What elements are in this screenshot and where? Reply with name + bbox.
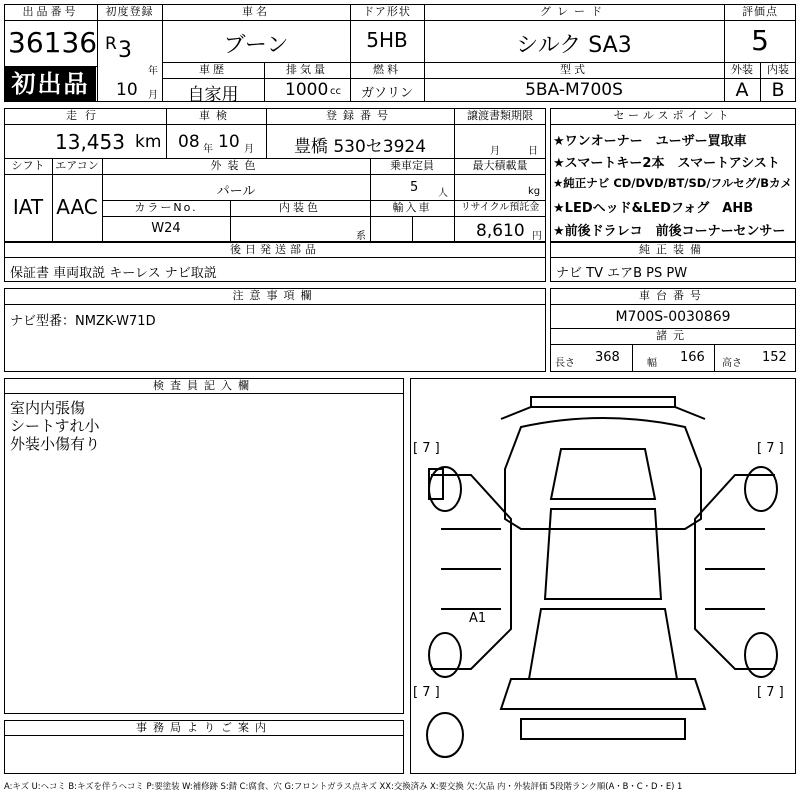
import-label: 輸入車 bbox=[392, 201, 432, 214]
grade-label: グレード bbox=[540, 5, 608, 18]
mark-rear-left: [ 7 ] bbox=[413, 685, 440, 700]
transfer-label: 譲渡書類期限 bbox=[467, 109, 533, 122]
displacement-label: 排気量 bbox=[286, 63, 328, 76]
color-label: 外装色 bbox=[210, 159, 262, 172]
equipment: ナビ TV エアB PS PW bbox=[556, 266, 688, 281]
lot-number: 36136 bbox=[8, 26, 98, 59]
inspection-month: 10 bbox=[218, 132, 240, 152]
capacity: 5 bbox=[410, 180, 419, 195]
mileage-unit: km bbox=[135, 132, 162, 152]
model-label: 車名 bbox=[242, 5, 270, 18]
interior-color-label: 内装色 bbox=[279, 201, 321, 214]
reg-year: 3 bbox=[118, 38, 132, 63]
mark-front-left: [ 7 ] bbox=[413, 441, 440, 456]
grade: シルク SA3 bbox=[516, 33, 632, 58]
color-no-label: カラーNo. bbox=[134, 201, 198, 214]
sales-item: ★前後ドラレコ 前後コーナーセンサー bbox=[553, 224, 786, 239]
month-unit: 月 bbox=[148, 90, 158, 101]
shift: IAT bbox=[12, 195, 44, 219]
fuel: ガソリン bbox=[360, 86, 413, 101]
reg-label: 登録番号 bbox=[326, 109, 394, 122]
damage-mark: A1 bbox=[469, 611, 487, 626]
reg-month: 10 bbox=[116, 80, 138, 100]
first-listing-badge: 初出品 bbox=[5, 67, 96, 101]
damage-diagram bbox=[410, 378, 796, 774]
inspection-year: 08 bbox=[178, 132, 200, 152]
inspector-line: 外装小傷有り bbox=[10, 435, 101, 453]
later-parts: 保証書 車両取説 キーレス ナビ取説 bbox=[10, 266, 217, 281]
history-label: 車歴 bbox=[199, 63, 227, 76]
reg-number: 豊橋 530セ3924 bbox=[293, 137, 427, 157]
height-label: 高さ bbox=[722, 358, 742, 369]
capacity-unit: 人 bbox=[438, 188, 448, 199]
chassis-number: M700S-0030869 bbox=[615, 309, 731, 325]
inspection-year-unit: 年 bbox=[203, 144, 213, 155]
sales-item: ★スマートキー2本 スマートアシスト bbox=[553, 156, 780, 171]
mark-front-right: [ 7 ] bbox=[757, 441, 784, 456]
color-no: W24 bbox=[151, 221, 181, 236]
score-label: 評価点 bbox=[742, 5, 778, 18]
recycle-unit: 円 bbox=[532, 231, 542, 242]
era: R bbox=[105, 34, 117, 54]
sales-label: セールスポイント bbox=[613, 109, 733, 122]
car-diagram-svg bbox=[411, 379, 795, 773]
width: 166 bbox=[680, 350, 705, 365]
model-name: ブーン bbox=[223, 33, 289, 58]
mileage: 13,453 bbox=[55, 130, 125, 154]
transfer-month-unit: 月 bbox=[490, 146, 500, 157]
inspector-line: シートすれ小 bbox=[10, 417, 100, 435]
score: 5 bbox=[751, 24, 769, 57]
notes: ナビ型番：NMZK-W71D bbox=[10, 314, 156, 329]
sales-item: ★LEDヘッド&LEDフォグ AHB bbox=[553, 201, 754, 216]
first-reg-label: 初度登録 bbox=[105, 5, 154, 18]
model-type: 5BA-M700S bbox=[525, 80, 623, 100]
ac-label: エアコン bbox=[55, 159, 99, 172]
door-label: ドア形状 bbox=[363, 5, 411, 18]
type-label: 型式 bbox=[560, 63, 588, 76]
recycle-label: リサイクル預託金 bbox=[460, 202, 540, 213]
notes-label: 注意事項欄 bbox=[232, 289, 318, 302]
specs-label: 諸元 bbox=[656, 329, 690, 342]
inspection-month-unit: 月 bbox=[244, 144, 254, 155]
int-label: 内装 bbox=[767, 63, 789, 76]
ext-label: 外装 bbox=[731, 63, 753, 76]
lot-label: 出品番号 bbox=[22, 5, 79, 18]
capacity-label: 乗車定員 bbox=[390, 159, 434, 172]
ac: AAC bbox=[56, 195, 98, 219]
office-label: 事務局よりご案内 bbox=[136, 721, 272, 734]
inspector-line: 室内内張傷 bbox=[10, 399, 86, 417]
load-unit: kg bbox=[528, 186, 541, 197]
vehicle-info-block bbox=[4, 108, 546, 242]
width-label: 幅 bbox=[647, 358, 657, 369]
mileage-label: 走行 bbox=[66, 109, 104, 122]
door-type: 5HB bbox=[366, 28, 408, 52]
legend: A:キズ U:ヘコミ B:キズを伴うヘコミ P:要塗装 W:補修跡 S:錆 C:腐食、穴 G:フロントガラス点キズ XX:交換済み X:要交換 欠:欠品 内・外装評価 5段階ランク順(A・B・C・D・E) 1 bbox=[4, 781, 683, 791]
inspector-label: 検査員記入欄 bbox=[153, 379, 255, 392]
sales-item: ★純正ナビ CD/DVD/BT/SD/フルセグ/Bカメ bbox=[553, 176, 793, 190]
equipment-label: 純正装備 bbox=[639, 243, 707, 256]
ext-grade: A bbox=[735, 79, 749, 101]
recycle-amount: 8,610 bbox=[476, 221, 525, 241]
height: 152 bbox=[762, 350, 787, 365]
load-label: 最大積載量 bbox=[472, 159, 528, 172]
int-grade: B bbox=[771, 79, 785, 101]
displacement-unit: cc bbox=[330, 86, 341, 97]
sales-item: ★ワンオーナー ユーザー買取車 bbox=[553, 134, 747, 149]
length: 368 bbox=[595, 350, 620, 365]
year-unit: 年 bbox=[148, 66, 158, 77]
chassis-label: 車台番号 bbox=[639, 289, 707, 302]
transfer-day-unit: 日 bbox=[528, 146, 538, 157]
interior-color-unit: 系 bbox=[356, 231, 366, 242]
later-parts-label: 後日発送部品 bbox=[230, 243, 320, 256]
shift-label: シフト bbox=[11, 159, 45, 172]
inspection-label: 車検 bbox=[199, 109, 233, 122]
history: 自家用 bbox=[187, 85, 239, 105]
displacement: 1000 bbox=[285, 80, 329, 100]
fuel-label: 燃料 bbox=[373, 63, 401, 76]
mark-rear-right: [ 7 ] bbox=[757, 685, 784, 700]
body-color: パール bbox=[216, 184, 256, 199]
length-label: 長さ bbox=[555, 358, 575, 369]
